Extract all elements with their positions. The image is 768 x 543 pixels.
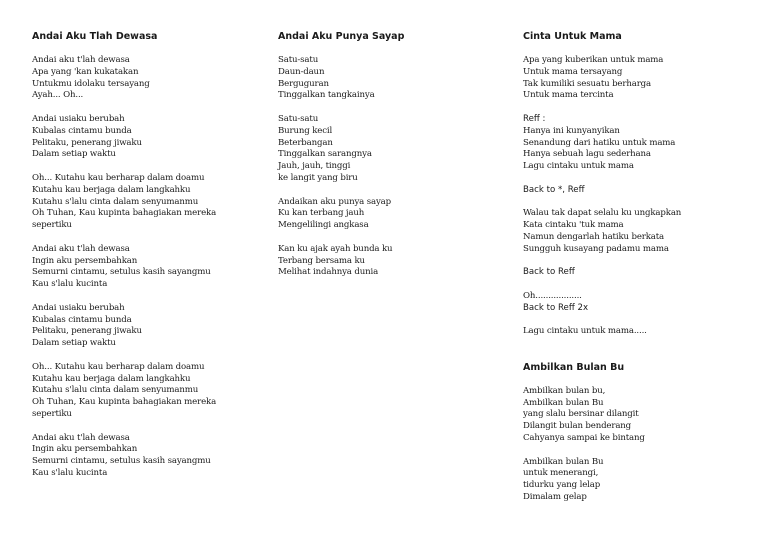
- lyric-line: sepertiku: [32, 220, 72, 231]
- song-gap: [523, 350, 758, 362]
- lyric-line: Namun dengarlah hatiku berkata: [523, 231, 665, 242]
- lyric-line: Untuk mama tersayang: [523, 66, 623, 77]
- lyric-line: Kubalas cintamu bunda: [32, 314, 132, 325]
- lyric-line: Burung kecil: [278, 125, 333, 136]
- lyric-line: Andai aku t'lah dewasa: [32, 432, 130, 443]
- lyric-line: Semurni cintamu, setulus kasih sayangmu: [32, 267, 211, 278]
- lyric-line: Senandung dari hatiku untuk mama: [523, 137, 676, 148]
- lyric-line: Ku kan terbang jauh: [278, 208, 365, 219]
- lyric-line: Mengelilingi angkasa: [278, 220, 369, 231]
- lyric-line: Ayah... Oh...: [32, 90, 84, 101]
- lyric-line: yang slalu bersinar dilangit: [523, 409, 639, 420]
- lyric-line: ke langit yang biru: [278, 172, 358, 183]
- lyric-line: Lagu cintaku untuk mama: [523, 161, 634, 172]
- lyric-line: Dalam setiap waktu: [32, 149, 116, 160]
- title-gap: [278, 43, 513, 55]
- column-1: [32, 31, 267, 480]
- lyric-line: Andaikan aku punya sayap: [278, 196, 392, 207]
- lyric-line: Hanya ini kunyanyikan: [523, 125, 620, 136]
- lyric-line: Ambilkan bulan Bu: [523, 456, 604, 467]
- lyric-line: Oh Tuhan, Kau kupinta bahagiakan mereka: [32, 208, 217, 219]
- lyric-line: Kutahu s'lalu cinta dalam senyumanmu: [32, 196, 199, 207]
- song-gap: [523, 338, 758, 350]
- lyric-line: Semurni cintamu, setulus kasih sayangmu: [32, 456, 211, 467]
- lyric-line: Melihat indahnya dunia: [278, 267, 379, 278]
- stanza-gap: [523, 315, 758, 327]
- stanza-gap: [278, 232, 513, 244]
- lyric-line: sepertiku: [32, 408, 72, 419]
- stanza-gap: [523, 102, 758, 114]
- lyric-line: Oh... Kutahu kau berharap dalam doamu: [32, 361, 205, 372]
- lyric-line: Kata cintaku 'tuk mama: [523, 220, 624, 231]
- lyric-line: Ambilkan bulan Bu: [523, 397, 604, 408]
- lyric-line: Tinggalkan sarangnya: [278, 149, 372, 160]
- song-title: Andai Aku Punya Sayap: [278, 31, 405, 42]
- lyric-line: Dilangit bulan benderang: [523, 421, 632, 432]
- lyric-line: Andai aku t'lah dewasa: [32, 55, 130, 65]
- lyric-line: tidurku yang lelap: [523, 480, 601, 491]
- lyric-line: Andai usiaku berubah: [32, 113, 125, 124]
- title-gap: [523, 43, 758, 55]
- title-gap: [32, 43, 267, 55]
- stanza-gap: [278, 102, 513, 114]
- lyric-line: Dalam setiap waktu: [32, 338, 116, 349]
- stanza-gap: [32, 161, 267, 173]
- lyric-line: Hanya sebuah lagu sederhana: [523, 149, 651, 160]
- lyric-line: Tinggalkan tangkainya: [278, 90, 375, 101]
- lyric-line: Satu-satu: [278, 113, 319, 124]
- lyric-line: Reff :: [523, 113, 546, 124]
- lyric-line: Apa yang 'kan kukatakan: [32, 66, 139, 77]
- column-2: [278, 31, 513, 279]
- lyric-line: Untukmu idolaku tersayang: [32, 78, 150, 89]
- lyric-line: Oh Tuhan, Kau kupinta bahagiakan mereka: [32, 397, 217, 408]
- lyric-line: Back to *, Reff: [523, 184, 585, 195]
- lyric-line: Walau tak dapat selalu ku ungkapkan: [523, 208, 682, 219]
- lyric-line: Cahyanya sampai ke bintang: [523, 432, 645, 443]
- stanza-gap: [32, 232, 267, 244]
- song-title: Ambilkan Bulan Bu: [523, 361, 625, 373]
- lyric-line: Ingin aku persembahkan: [32, 255, 138, 266]
- lyric-line: Daun-daun: [278, 66, 325, 77]
- lyric-line: Apa yang kuberikan untuk mama: [523, 55, 664, 65]
- lyric-line: Satu-satu: [278, 55, 319, 65]
- lyric-line: Andai usiaku berubah: [32, 302, 125, 313]
- lyric-line: Oh..................: [523, 290, 582, 301]
- lyric-line: Kutahu kau berjaga dalam langkahku: [32, 373, 191, 384]
- title-gap: [523, 374, 758, 386]
- lyric-line: Berguguran: [278, 78, 329, 89]
- stanza-gap: [32, 291, 267, 303]
- lyric-line: Pelitaku, penerang jiwaku: [32, 137, 142, 148]
- stanza-gap: [523, 445, 758, 457]
- lyric-line: Sungguh kusayang padamu mama: [523, 243, 669, 254]
- lyric-line: Pelitaku, penerang jiwaku: [32, 326, 142, 337]
- lyric-line: Dimalam gelap: [523, 491, 587, 502]
- stanza-gap: [523, 279, 758, 291]
- lyric-line: Kan ku ajak ayah bunda ku: [278, 243, 393, 254]
- lyric-line: Kubalas cintamu bunda: [32, 125, 132, 136]
- stanza-gap: [32, 102, 267, 114]
- stanza-gap: [32, 350, 267, 362]
- stanza-gap: [278, 185, 513, 197]
- lyric-line: Untuk mama tercinta: [523, 90, 614, 101]
- lyric-line: Terbang bersama ku: [278, 255, 365, 266]
- stanza-gap: [523, 173, 758, 185]
- lyric-line: Kau s'lalu kucinta: [32, 467, 108, 478]
- lyric-line: Jauh, jauh, tinggi: [278, 161, 351, 172]
- lyric-line: Ambilkan bulan bu,: [523, 385, 606, 396]
- song-title: Andai Aku Tlah Dewasa: [32, 31, 158, 42]
- lyric-line: Oh... Kutahu kau berharap dalam doamu: [32, 172, 205, 183]
- stanza-gap: [523, 256, 758, 268]
- lyric-line: Tak kumiliki sesuatu berharga: [523, 78, 651, 89]
- lyric-line: Beterbangan: [278, 137, 333, 148]
- song-title: Cinta Untuk Mama: [523, 31, 622, 42]
- lyric-line: Ingin aku persembahkan: [32, 444, 138, 455]
- lyric-line: Kau s'lalu kucinta: [32, 279, 108, 290]
- lyric-line: Lagu cintaku untuk mama.....: [523, 326, 647, 337]
- stanza-gap: [523, 197, 758, 209]
- stanza-gap: [32, 421, 267, 433]
- lyric-line: untuk menerangi,: [523, 468, 599, 479]
- lyric-line: Back to Reff: [523, 267, 575, 278]
- lyric-line: Kutahu s'lalu cinta dalam senyumanmu: [32, 385, 199, 396]
- lyric-line: Andai aku t'lah dewasa: [32, 243, 130, 254]
- lyric-line: Back to Reff 2x: [523, 302, 589, 313]
- lyric-line: Kutahu kau berjaga dalam langkahku: [32, 184, 191, 195]
- column-3: [523, 31, 758, 504]
